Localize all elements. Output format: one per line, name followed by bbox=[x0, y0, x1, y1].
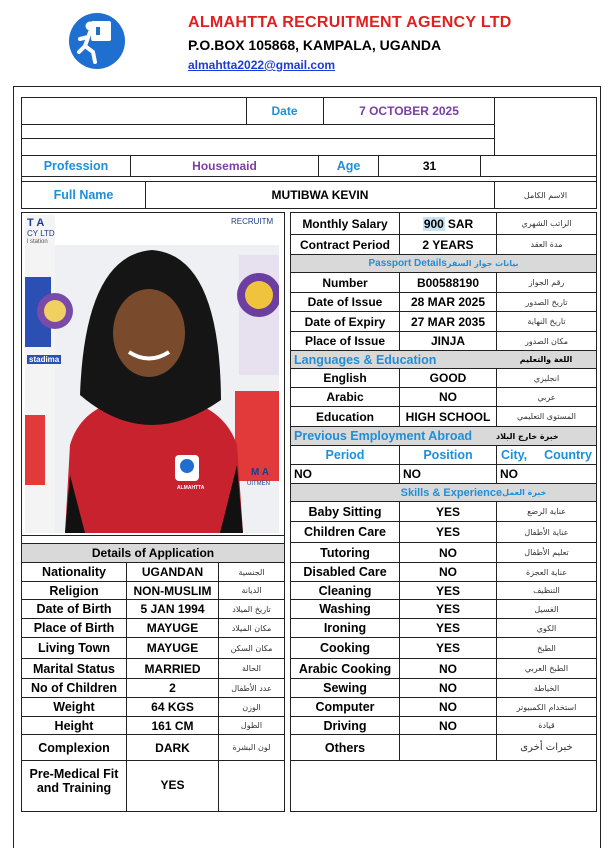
skill-computer-label: Computer bbox=[315, 700, 375, 714]
candidate-photo-image bbox=[25, 215, 279, 533]
application-section-title: Details of Application bbox=[22, 544, 284, 562]
skill-arabic-cooking-value: NO bbox=[439, 661, 457, 676]
skill-disabled-care-label: Disabled Care bbox=[303, 565, 387, 579]
salary-currency: SAR bbox=[447, 216, 474, 231]
skill-tutoring-value: NO bbox=[439, 545, 457, 560]
skill-baby-sitting-label: Baby Sitting bbox=[308, 504, 382, 519]
complexion-arabic: لون البشرة bbox=[232, 743, 271, 752]
skill-ironing-arabic: الكوي bbox=[536, 623, 557, 633]
agency-email-link[interactable]: almahtta2022@gmail.com bbox=[188, 58, 336, 72]
place-of-birth-arabic: مكان الميلاد bbox=[231, 623, 272, 633]
languages-section-title: Languages & Education bbox=[291, 351, 496, 368]
premedical-label-line1: Pre-Medical Fit bbox=[29, 767, 119, 781]
photo-banner-mid-right: M A bbox=[251, 467, 269, 478]
photo-shirt-text: ALMAHTTA bbox=[177, 485, 205, 491]
place-of-birth-value: MAYUGE bbox=[146, 621, 199, 635]
employment-position-value: NO bbox=[403, 467, 421, 481]
skill-sewing-arabic: الخياطة bbox=[533, 683, 560, 693]
premedical-value: YES bbox=[160, 778, 185, 792]
employment-period-value: NO bbox=[294, 467, 312, 481]
skill-arabic-cooking-label: Arabic Cooking bbox=[298, 661, 392, 676]
skill-children-care-value: YES bbox=[435, 525, 460, 539]
skill-cooking-arabic: الطبخ bbox=[537, 643, 556, 653]
skill-driving-label: Driving bbox=[323, 718, 367, 733]
candidate-photo bbox=[25, 215, 279, 533]
skill-ironing-label: Ironing bbox=[323, 621, 367, 635]
employment-section-title: Previous Employment Abroad bbox=[291, 427, 496, 445]
skill-cooking-label: Cooking bbox=[320, 641, 370, 655]
english-arabic: انجليزي bbox=[533, 373, 560, 383]
weight-arabic: الوزن bbox=[242, 702, 261, 712]
profession-value: Housemaid bbox=[192, 159, 257, 173]
employment-col-position: Position bbox=[423, 448, 473, 462]
full-name-arabic: الاسم الكامل bbox=[523, 190, 568, 200]
languages-section-title-arabic: اللغة والتعليم bbox=[496, 351, 596, 368]
premedical-label bbox=[22, 761, 126, 801]
date-value: 7 OCTOBER 2025 bbox=[359, 104, 459, 118]
monthly-salary-arabic: الراتب الشهري bbox=[521, 219, 572, 228]
passport-section-title-arabic: بيانات جواز السفر bbox=[446, 259, 519, 268]
age-label: Age bbox=[336, 159, 361, 173]
contract-period-label: Contract Period bbox=[299, 237, 390, 252]
profession-label: Profession bbox=[43, 159, 109, 173]
skill-driving-value: NO bbox=[439, 718, 457, 733]
living-town-arabic: مكان السكن bbox=[230, 643, 273, 653]
skills-section-title-arabic: خبرة العمل bbox=[502, 488, 547, 497]
employment-col-country: Country bbox=[544, 448, 592, 462]
living-town-value: MAYUGE bbox=[146, 641, 199, 655]
skill-tutoring-arabic: تعليم الأطفال bbox=[524, 548, 569, 557]
running-person-logo-icon bbox=[68, 12, 126, 70]
passport-number-arabic: رقم الجواز bbox=[528, 278, 565, 287]
passport-number-label: Number bbox=[322, 275, 368, 290]
passport-place-value: JINJA bbox=[430, 334, 465, 348]
place-of-birth-label: Place of Birth bbox=[33, 621, 115, 635]
skill-children-care-arabic: عناية الأطفال bbox=[524, 527, 569, 537]
contract-period-value: 2 YEARS bbox=[422, 237, 474, 252]
employment-col-city: City, bbox=[501, 448, 528, 462]
employment-col-city-country bbox=[497, 446, 596, 464]
skills-section-title: Skills & Experience bbox=[400, 486, 503, 499]
full-name-label: Full Name bbox=[53, 188, 114, 202]
skill-children-care-label: Children Care bbox=[304, 525, 386, 539]
no-of-children-value: 2 bbox=[169, 681, 176, 695]
education-arabic: المستوى التعليمي bbox=[516, 412, 577, 421]
weight-value: 64 KGS bbox=[151, 700, 194, 714]
skill-washing-arabic: الغسيل bbox=[534, 604, 559, 614]
contract-period-arabic: مدة العقد bbox=[530, 240, 563, 249]
photo-banner-mid-right2: UITMEN bbox=[247, 481, 270, 487]
agency-address: P.O.BOX 105868, KAMPALA, UGANDA bbox=[188, 37, 442, 53]
height-value: 161 CM bbox=[151, 718, 194, 733]
monthly-salary-value bbox=[400, 213, 496, 234]
skill-tutoring-label: Tutoring bbox=[320, 545, 370, 560]
religion-value: NON-MUSLIM bbox=[133, 583, 212, 598]
photo-banner-left2: CY LTD bbox=[27, 229, 55, 238]
photo-banner-left3: l station bbox=[27, 239, 48, 245]
premedical-label-line2: and Training bbox=[36, 781, 112, 795]
skill-others-label: Others bbox=[324, 740, 366, 755]
employment-city-value: NO bbox=[500, 467, 518, 481]
nationality-label: Nationality bbox=[42, 565, 106, 579]
complexion-label: Complexion bbox=[38, 740, 110, 755]
living-town-label: Living Town bbox=[38, 641, 110, 655]
nationality-value: UGANDAN bbox=[141, 565, 204, 579]
education-value: HIGH SCHOOL bbox=[405, 409, 491, 424]
employment-col-period: Period bbox=[325, 448, 365, 462]
date-of-birth-arabic: تاريخ الميلاد bbox=[232, 604, 271, 614]
skill-disabled-care-arabic: عناية العجزة bbox=[526, 567, 567, 577]
skill-driving-arabic: قيادة bbox=[538, 721, 555, 730]
passport-place-arabic: مكان الصدور bbox=[524, 336, 569, 346]
arabic-value: NO bbox=[439, 390, 457, 404]
skill-cleaning-value: YES bbox=[435, 583, 460, 598]
skill-washing-value: YES bbox=[435, 602, 460, 616]
passport-place-label: Place of Issue bbox=[304, 334, 386, 348]
passport-issue-date-arabic: تاريخ الصدور bbox=[525, 297, 568, 307]
religion-arabic: الديانة bbox=[241, 586, 262, 595]
skill-others-arabic: خبرات أخرى bbox=[520, 742, 573, 753]
skill-cleaning-label: Cleaning bbox=[318, 583, 372, 598]
religion-label: Religion bbox=[49, 583, 99, 598]
marital-status-value: MARRIED bbox=[144, 661, 201, 676]
skill-cooking-value: YES bbox=[435, 641, 460, 655]
passport-expiry-arabic: تاريخ النهاية bbox=[527, 317, 566, 326]
education-label: Education bbox=[315, 409, 374, 424]
age-value: 31 bbox=[422, 159, 437, 173]
photo-banner-left: T A bbox=[27, 217, 45, 229]
arabic-arabic: عربي bbox=[537, 392, 556, 402]
skill-baby-sitting-value: YES bbox=[435, 504, 460, 519]
complexion-value: DARK bbox=[155, 740, 190, 755]
skill-computer-arabic: استخدام الكمبيوتر bbox=[516, 702, 577, 712]
skill-computer-value: NO bbox=[439, 700, 457, 714]
skill-arabic-cooking-arabic: الطبخ العربي bbox=[524, 664, 569, 673]
no-of-children-arabic: عدد الأطفال bbox=[231, 683, 272, 693]
photo-banner-bottom: stadima bbox=[29, 355, 60, 364]
photo-banner-top-right: RECRUITM bbox=[231, 217, 274, 226]
date-of-birth-label: Date of Birth bbox=[36, 602, 112, 616]
skill-sewing-label: Sewing bbox=[323, 681, 367, 695]
skill-disabled-care-value: NO bbox=[439, 565, 457, 579]
passport-expiry-value: 27 MAR 2035 bbox=[410, 314, 486, 329]
passport-number-value: B00588190 bbox=[416, 275, 480, 290]
height-label: Height bbox=[54, 718, 94, 733]
skill-sewing-value: NO bbox=[439, 681, 457, 695]
english-value: GOOD bbox=[429, 371, 467, 385]
passport-issue-date-value: 28 MAR 2025 bbox=[410, 295, 486, 309]
no-of-children-label: No of Children bbox=[30, 681, 118, 695]
date-of-birth-value: 5 JAN 1994 bbox=[140, 602, 205, 616]
monthly-salary-label: Monthly Salary bbox=[302, 216, 388, 231]
skill-cleaning-arabic: التنظيف bbox=[533, 586, 560, 595]
agency-name: ALMAHTTA RECRUITMENT AGENCY LTD bbox=[188, 14, 512, 31]
nationality-arabic: الجنسية bbox=[238, 567, 265, 577]
marital-status-label: Marital Status bbox=[33, 661, 115, 676]
skill-baby-sitting-arabic: عناية الرضع bbox=[527, 507, 566, 516]
passport-section-header bbox=[291, 255, 596, 272]
passport-issue-date-label: Date of Issue bbox=[307, 295, 383, 309]
passport-section-title: Passport Details bbox=[368, 258, 447, 269]
height-arabic: الطول bbox=[240, 721, 263, 730]
arabic-label: Arabic bbox=[326, 390, 364, 404]
employment-section-title-arabic: خبرة خارج البلاد bbox=[496, 427, 596, 445]
full-name-value: MUTIBWA KEVIN bbox=[271, 188, 369, 202]
skill-ironing-value: YES bbox=[435, 621, 460, 635]
date-label: Date bbox=[271, 104, 298, 118]
skill-washing-label: Washing bbox=[319, 602, 371, 616]
salary-amount: 900 bbox=[423, 216, 444, 231]
weight-label: Weight bbox=[53, 700, 95, 714]
marital-status-arabic: الحالة bbox=[242, 664, 261, 673]
skills-section-header bbox=[291, 484, 596, 501]
passport-expiry-label: Date of Expiry bbox=[304, 314, 386, 329]
english-label: English bbox=[323, 371, 367, 385]
